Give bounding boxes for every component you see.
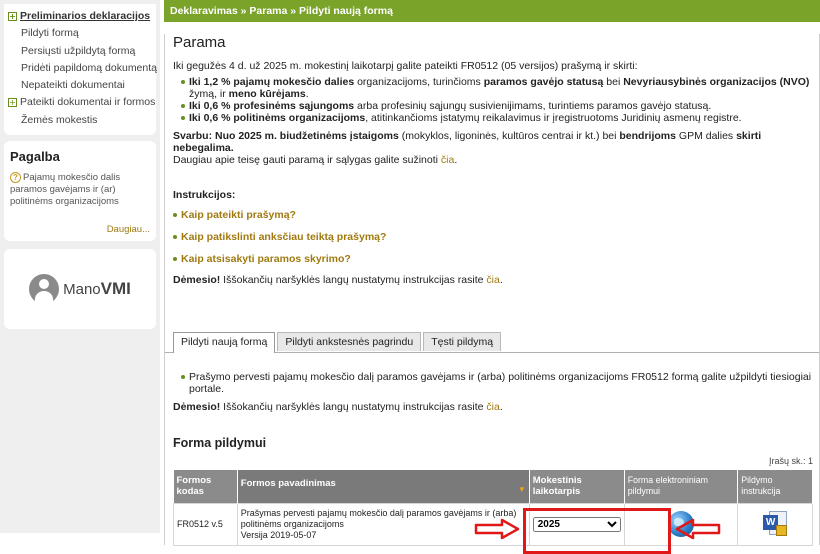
col-header-electronic: Forma elektroniniam pildymui — [624, 470, 738, 503]
instructions-title: Instrukcijos: — [173, 189, 236, 201]
sidebar-item-preliminarios-deklaracijos[interactable] — [8, 8, 152, 25]
forms-section-title: Forma pildymui — [173, 436, 267, 450]
help-panel — [4, 141, 156, 241]
important-note: Svarbu: Nuo 2025 m. biudžetinėms įstaigoms (mokyklos, ligoninės, kultūros centrai ir kt.) bei bendrijoms GPM dalies skirti nebegalima. Daugiau apie teisę gauti paramą ir sąlygas galite sužinoti čia. — [173, 130, 762, 166]
expand-icon[interactable]: + — [9, 98, 16, 108]
tab-bar — [173, 332, 501, 353]
col-header-period[interactable]: Mokestinis laikotarpis — [529, 470, 624, 503]
form-name: Prašymas pervesti pajamų mokesčio dalį paramos gavėjams ir (arba) politinėms organizacijoms — [240, 507, 517, 529]
instruction-link-cancel[interactable]: Kaip atsisakyti paramos skyrimo? — [173, 248, 813, 270]
highlight-box — [523, 508, 671, 554]
support-list — [181, 76, 813, 124]
form-version: Versija 2019-05-07 — [240, 529, 317, 540]
col-header-code[interactable]: Formos kodas — [174, 470, 238, 503]
list-item: Iki 1,2 % pajamų mokesčio dalies organizacijoms, turinčioms paramos gavėjo statusą bei Nevyriausybinės organizacijos (NVO) žymą, ir meno kūrėjams. — [181, 76, 813, 100]
intro-text: Iki gegužės 4 d. už 2025 m. mokestinį laikotarpį galite pateikti FR0512 (05 versijos) prašymą ir skirti: — [173, 60, 638, 72]
sort-down-icon: ▼ — [517, 484, 526, 494]
col-header-name[interactable]: Formos pavadinimas ▼ — [237, 470, 529, 503]
sidebar-item-pateikti[interactable] — [8, 94, 156, 111]
popup-instructions-link-2[interactable]: čia — [486, 401, 500, 413]
tab-continue[interactable]: Tęsti pildymą — [423, 332, 501, 351]
sidebar-item-persiusti[interactable]: Persiųsti užpildytą formą — [21, 44, 136, 57]
instruction-link-submit[interactable]: Kaip pateikti prašymą? — [173, 204, 813, 226]
help-text: Pajamų mokesčio dalis paramos gavėjams ir (ar) politinėms organizacijoms — [10, 172, 121, 208]
sidebar — [0, 0, 160, 533]
help-more-link[interactable]: Daugiau... — [106, 224, 150, 236]
popup-instructions-link[interactable]: čia — [486, 274, 500, 286]
sidebar-item-pildyti-forma[interactable]: Pildyti formą — [21, 27, 79, 40]
record-count: Įrašų sk.: 1 — [768, 456, 813, 466]
sidebar-item-zemes-mokestis[interactable]: Žemės mokestis — [21, 113, 98, 126]
word-document-icon[interactable]: W — [763, 511, 787, 537]
main-content — [164, 0, 820, 540]
help-link[interactable] — [10, 172, 150, 208]
breadcrumb: Deklaravimas » Parama » Pildyti naują formą — [164, 0, 820, 22]
instruction-cell — [738, 503, 813, 545]
sidebar-item-prideti-dokumenta[interactable]: Pridėti papildomą dokumentą — [21, 61, 157, 74]
instruction-link-correct[interactable]: Kaip patikslinti anksčiau teiktą prašymą? — [173, 226, 813, 248]
content-panel — [164, 34, 820, 545]
tab-body — [173, 368, 813, 413]
question-icon: ? — [10, 172, 21, 183]
sidebar-item-label: Pateikti dokumentai ir formos — [20, 96, 156, 109]
list-item: Iki 0,6 % profesinėms sąjungoms arba profesinių sąjungų susivienijimams, turintiems paramos gavėjo statusą. — [181, 100, 813, 112]
help-title: Pagalba — [10, 149, 60, 165]
more-info-link[interactable]: čia — [440, 154, 455, 166]
sidebar-nav — [4, 4, 156, 135]
user-avatar-icon — [29, 274, 59, 304]
form-code: FR0512 v.5 — [174, 503, 238, 545]
mano-vmi-logo[interactable] — [4, 249, 156, 329]
red-arrow-left-icon — [675, 518, 721, 540]
popup-warning: Dėmesio! Iššokančių naršyklės langų nustatymų instrukcijas rasite čia. — [173, 274, 503, 286]
list-item: Prašymo pervesti pajamų mokesčio dalį paramos gavėjams ir (arba) politinėms organizacijoms FR0512 formą galite užpildyti tiesiogiai portale. — [181, 371, 813, 395]
expand-icon[interactable]: + — [9, 12, 16, 21]
col-header-instruction: Pildymo instrukcija — [738, 470, 813, 503]
list-item: Iki 0,6 % politinėms organizacijoms, atitinkančioms įstatymų reikalavimus ir įregistruotoms Juridinių asmenų registre. — [181, 112, 813, 124]
red-arrow-right-icon — [474, 518, 520, 540]
sidebar-item-label: Preliminarios deklaracijos — [20, 10, 151, 22]
tab-new-form[interactable]: Pildyti naują formą — [173, 332, 275, 353]
tab-previous-based[interactable]: Pildyti ankstesnės pagrindu — [277, 332, 421, 351]
sidebar-item-nepateikti[interactable]: Nepateikti dokumentai — [21, 79, 125, 92]
page-title: Parama — [173, 34, 226, 51]
logo-text: ManoVMI — [63, 279, 131, 299]
popup-warning-2: Dėmesio! Iššokančių naršyklės langų nustatymų instrukcijas rasite čia. — [173, 401, 503, 413]
